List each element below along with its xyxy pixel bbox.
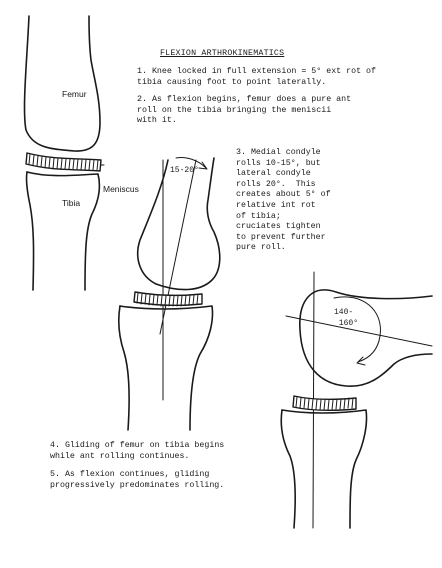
note-2 — [137, 95, 351, 127]
note-1-number: 1. — [137, 67, 147, 76]
tibia-outline-1b — [27, 172, 99, 290]
tibia-outline-2 — [119, 306, 129, 430]
tibia-label: Tibia — [62, 198, 81, 208]
note-4 — [50, 441, 224, 462]
note-3-text: Medial condyle rolls 10-15°, but lateral condyle rolls 20°. This creates about 5° of relative int rot of tibia; cruciates tighten to prevent further pure roll. — [236, 148, 331, 253]
note-3 — [236, 148, 331, 254]
angle-label-large: 140- 160° — [334, 308, 359, 328]
note-4-number: 4. — [50, 441, 60, 450]
tibia-outline-3 — [281, 410, 295, 528]
note-5-number: 5. — [50, 470, 60, 479]
meniscus-label: Meniscus — [103, 184, 139, 194]
tibia-outline-1 — [26, 172, 33, 290]
femur-label: Femur — [62, 89, 87, 99]
knee-early-flexion-figure — [119, 157, 220, 430]
note-2-text: As flexion begins, femur does a pure ant roll on the tibia bringing the meniscii with it. — [137, 95, 352, 126]
note-3-number: 3. — [236, 148, 246, 157]
note-4-text: Gliding of femur on tibia begins while ant rolling continues. — [50, 441, 225, 461]
note-1 — [137, 67, 376, 88]
knee-extension-figure — [24, 16, 104, 290]
tibia-outline-2b — [120, 306, 213, 430]
femur-axis-3 — [286, 316, 432, 346]
femur-outline-3 — [300, 290, 432, 386]
angle-label-small: 15-20° — [170, 166, 199, 175]
diagram-title: FLEXION ARTHROKINEMATICS — [160, 49, 285, 58]
note-2-number: 2. — [137, 95, 147, 104]
note-5-text: As flexion continues, gliding progressively predominates rolling. — [50, 470, 225, 490]
femur-outline-2 — [138, 158, 220, 290]
note-5 — [50, 470, 224, 491]
note-1-text: Knee locked in full extension = 5° ext rot of tibia causing foot to point laterally. — [137, 67, 377, 87]
femur-outline-1 — [24, 16, 100, 151]
